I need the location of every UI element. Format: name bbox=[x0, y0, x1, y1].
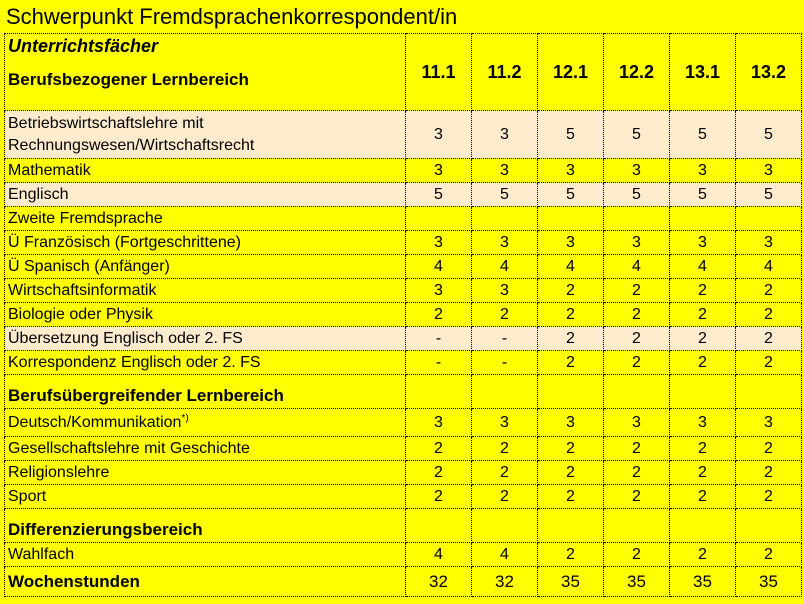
hours-cell: 2 bbox=[670, 437, 736, 461]
hours-cell: 4 bbox=[736, 255, 802, 279]
empty-cell bbox=[538, 509, 604, 543]
subject-name: Englisch bbox=[8, 185, 69, 203]
hours-cell bbox=[472, 207, 538, 231]
hours-cell: 5 bbox=[604, 183, 670, 207]
hours-cell: 4 bbox=[472, 255, 538, 279]
table-row bbox=[5, 303, 802, 327]
term-header: 11.2 bbox=[472, 34, 538, 111]
hours-cell: 2 bbox=[604, 543, 670, 567]
hours-cell: 2 bbox=[604, 303, 670, 327]
section-heading: Differenzierungsbereich bbox=[5, 509, 406, 543]
header-label-cell bbox=[5, 34, 406, 111]
hours-cell: 2 bbox=[604, 279, 670, 303]
subject-name: Religionslehre bbox=[8, 463, 110, 481]
hours-cell: 2 bbox=[604, 485, 670, 509]
hours-cell: 2 bbox=[604, 327, 670, 351]
header-row bbox=[5, 34, 802, 111]
subject-label bbox=[5, 279, 406, 303]
hours-cell: 3 bbox=[406, 111, 472, 159]
hours-cell: 4 bbox=[406, 543, 472, 567]
hours-cell: 2 bbox=[538, 485, 604, 509]
hours-cell: 3 bbox=[472, 409, 538, 437]
hours-cell: 2 bbox=[736, 351, 802, 375]
subject-label bbox=[5, 327, 406, 351]
subject-label bbox=[5, 231, 406, 255]
hours-cell: 2 bbox=[406, 485, 472, 509]
hours-cell: 2 bbox=[736, 543, 802, 567]
hours-cell: - bbox=[406, 351, 472, 375]
section-heading: Berufsbezogener Lernbereich bbox=[8, 70, 249, 89]
table-row bbox=[5, 543, 802, 567]
term-header: 12.2 bbox=[604, 34, 670, 111]
hours-cell: 2 bbox=[604, 461, 670, 485]
term-header: 11.1 bbox=[406, 34, 472, 111]
hours-cell: - bbox=[406, 327, 472, 351]
hours-cell: 5 bbox=[670, 111, 736, 159]
subject-label bbox=[5, 409, 406, 437]
hours-cell: 2 bbox=[538, 303, 604, 327]
empty-cell bbox=[604, 375, 670, 409]
hours-cell: 2 bbox=[406, 437, 472, 461]
hours-cell: 4 bbox=[670, 255, 736, 279]
hours-cell: 5 bbox=[670, 183, 736, 207]
hours-cell: 5 bbox=[406, 183, 472, 207]
subject-label bbox=[5, 485, 406, 509]
subject-label bbox=[5, 159, 406, 183]
section-row bbox=[5, 509, 802, 543]
table-row bbox=[5, 183, 802, 207]
hours-cell: 2 bbox=[538, 327, 604, 351]
subject-name: Wirtschaftsinformatik bbox=[8, 281, 157, 299]
hours-cell: 3 bbox=[406, 279, 472, 303]
hours-cell: 2 bbox=[538, 351, 604, 375]
hours-cell: 4 bbox=[604, 255, 670, 279]
section-row bbox=[5, 375, 802, 409]
hours-cell: 3 bbox=[472, 159, 538, 183]
hours-cell bbox=[406, 207, 472, 231]
hours-cell: 4 bbox=[406, 255, 472, 279]
table-row bbox=[5, 327, 802, 351]
hours-cell: 2 bbox=[472, 437, 538, 461]
hours-cell: 2 bbox=[670, 461, 736, 485]
total-row bbox=[5, 567, 802, 597]
hours-cell: 2 bbox=[472, 485, 538, 509]
section-heading: Berufsübergreifender Lernbereich bbox=[5, 375, 406, 409]
table-row bbox=[5, 111, 802, 159]
subject-name: Gesellschaftslehre mit Geschichte bbox=[8, 439, 250, 457]
subject-name: Übersetzung Englisch oder 2. FS bbox=[8, 329, 243, 347]
table-row bbox=[5, 485, 802, 509]
table-row bbox=[5, 279, 802, 303]
empty-cell bbox=[736, 509, 802, 543]
hours-cell: 2 bbox=[670, 543, 736, 567]
subject-name: Deutsch/Kommunikation bbox=[8, 413, 182, 431]
hours-cell: 5 bbox=[736, 111, 802, 159]
hours-cell: 2 bbox=[736, 461, 802, 485]
table-row bbox=[5, 437, 802, 461]
hours-cell: 35 bbox=[670, 567, 736, 597]
hours-cell: 32 bbox=[406, 567, 472, 597]
subject-label bbox=[5, 461, 406, 485]
empty-cell bbox=[736, 375, 802, 409]
hours-cell bbox=[604, 207, 670, 231]
hours-cell: 2 bbox=[472, 461, 538, 485]
empty-cell bbox=[472, 375, 538, 409]
hours-cell: 5 bbox=[604, 111, 670, 159]
hours-cell: 3 bbox=[670, 159, 736, 183]
hours-cell: 3 bbox=[538, 409, 604, 437]
hours-cell bbox=[736, 207, 802, 231]
hours-cell: 3 bbox=[604, 409, 670, 437]
subject-label bbox=[5, 351, 406, 375]
hours-cell: 3 bbox=[538, 231, 604, 255]
hours-cell: 2 bbox=[472, 303, 538, 327]
subject-label bbox=[5, 183, 406, 207]
hours-cell: - bbox=[472, 351, 538, 375]
empty-cell bbox=[670, 509, 736, 543]
hours-cell: 3 bbox=[406, 409, 472, 437]
hours-cell: 5 bbox=[538, 111, 604, 159]
hours-cell: 2 bbox=[538, 279, 604, 303]
hours-cell: 5 bbox=[472, 183, 538, 207]
empty-cell bbox=[604, 509, 670, 543]
timetable bbox=[4, 33, 802, 597]
subject-name: Zweite Fremdsprache bbox=[8, 209, 163, 227]
hours-cell: 2 bbox=[538, 461, 604, 485]
hours-cell: 2 bbox=[736, 279, 802, 303]
hours-cell: 4 bbox=[472, 543, 538, 567]
subject-name: Ü Französisch (Fortgeschrittene) bbox=[8, 233, 241, 251]
subject-name: Sport bbox=[8, 487, 47, 505]
hours-cell: 3 bbox=[604, 231, 670, 255]
hours-cell: 5 bbox=[736, 183, 802, 207]
total-label: Wochenstunden bbox=[5, 567, 406, 597]
empty-cell bbox=[472, 509, 538, 543]
subject-name: Ü Spanisch (Anfänger) bbox=[8, 257, 170, 275]
subject-name: Biologie oder Physik bbox=[8, 305, 153, 323]
hours-cell: 2 bbox=[736, 485, 802, 509]
subject-label bbox=[5, 255, 406, 279]
hours-cell: 3 bbox=[736, 231, 802, 255]
hours-cell: 2 bbox=[736, 327, 802, 351]
hours-cell: 32 bbox=[472, 567, 538, 597]
hours-cell: 3 bbox=[736, 159, 802, 183]
subject-label bbox=[5, 303, 406, 327]
empty-cell bbox=[538, 375, 604, 409]
subject-name: Wahlfach bbox=[8, 545, 75, 563]
hours-cell: 35 bbox=[604, 567, 670, 597]
empty-cell bbox=[406, 375, 472, 409]
hours-cell: 3 bbox=[472, 231, 538, 255]
hours-cell bbox=[538, 207, 604, 231]
hours-cell: 2 bbox=[736, 303, 802, 327]
hours-cell: 2 bbox=[670, 485, 736, 509]
hours-cell: 3 bbox=[604, 159, 670, 183]
subject-label bbox=[5, 207, 406, 231]
hours-cell bbox=[670, 207, 736, 231]
page-title: Schwerpunkt Fremdsprachenkorrespondent/in bbox=[6, 4, 458, 29]
hours-cell: 3 bbox=[538, 159, 604, 183]
hours-cell: 3 bbox=[670, 231, 736, 255]
empty-cell bbox=[406, 509, 472, 543]
hours-cell: 2 bbox=[670, 327, 736, 351]
hours-cell: 2 bbox=[538, 543, 604, 567]
table-row bbox=[5, 409, 802, 437]
subject-name: Betriebswirtschaftslehre mit Rechnungswesen/Wirtschaftsrecht bbox=[8, 114, 255, 154]
hours-cell: 2 bbox=[670, 351, 736, 375]
table-row bbox=[5, 461, 802, 485]
hours-cell: 2 bbox=[670, 279, 736, 303]
table-row bbox=[5, 207, 802, 231]
term-header: 13.1 bbox=[670, 34, 736, 111]
hours-cell: 3 bbox=[472, 111, 538, 159]
footnote-marker: *) bbox=[181, 412, 189, 424]
table-row bbox=[5, 255, 802, 279]
empty-cell bbox=[670, 375, 736, 409]
subject-label bbox=[5, 437, 406, 461]
subject-label bbox=[5, 111, 406, 159]
hours-cell: 2 bbox=[736, 437, 802, 461]
hours-cell: 35 bbox=[736, 567, 802, 597]
hours-cell: 2 bbox=[604, 351, 670, 375]
term-header: 13.2 bbox=[736, 34, 802, 111]
table-row bbox=[5, 159, 802, 183]
hours-cell: 2 bbox=[604, 437, 670, 461]
hours-cell: 2 bbox=[406, 461, 472, 485]
hours-cell: 3 bbox=[406, 231, 472, 255]
subject-name: Korrespondenz Englisch oder 2. FS bbox=[8, 353, 261, 371]
subject-name: Mathematik bbox=[8, 161, 91, 179]
hours-cell: - bbox=[472, 327, 538, 351]
hours-cell: 3 bbox=[472, 279, 538, 303]
hours-cell: 3 bbox=[736, 409, 802, 437]
hours-cell: 4 bbox=[538, 255, 604, 279]
hours-cell: 2 bbox=[670, 303, 736, 327]
table-row bbox=[5, 231, 802, 255]
hours-cell: 2 bbox=[538, 437, 604, 461]
hours-cell: 2 bbox=[406, 303, 472, 327]
hours-cell: 35 bbox=[538, 567, 604, 597]
hours-cell: 3 bbox=[406, 159, 472, 183]
hours-cell: 5 bbox=[538, 183, 604, 207]
hours-cell: 3 bbox=[670, 409, 736, 437]
term-header: 12.1 bbox=[538, 34, 604, 111]
table-row bbox=[5, 351, 802, 375]
subject-label bbox=[5, 543, 406, 567]
subjects-label: Unterrichtsfächer bbox=[8, 36, 159, 56]
